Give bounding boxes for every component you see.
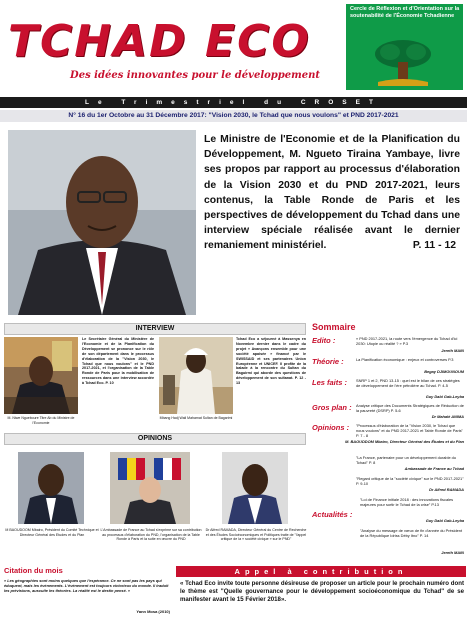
interview-caption-1: M. Ntwe Ngueboure Titre Ab du Ministre de l'Economie [7, 416, 75, 425]
sommaire-text-opinions-3: "Regard critique de la "société civique" sur le PND 2017-2021" P. 9-10 [356, 476, 464, 486]
sommaire-by-edito: Jereth MAIN [441, 348, 464, 353]
sommaire-text-grosplan: Analyse critique des Documents Stratégiques de Réduction de la pauvreté (DSRP) P. 5-6 [356, 403, 464, 413]
sommaire-by-opinions-3: Dr Alfred RAMADA [429, 487, 464, 492]
citation-text: « Les géographies sont moins quelques que l'espérance. Ce ne sont pas les pays qui éduquent, mais les événements. L'événement est toujours victorieux du monde. Il traduit les prévisions, ausculte les théories. La réalité est le destin pensé. » [4, 578, 169, 594]
sommaire-label-faits: Les faits : [312, 378, 348, 387]
sommaire-label-edito: Edito : [312, 336, 336, 345]
lead-pages: P. 11 - 12 [412, 240, 456, 252]
sommaire-by-actualites-2: Jereth MAIN [441, 550, 464, 555]
opinion-photo-2-flags [110, 452, 190, 524]
sommaire-by-grosplan: Dr Mahalé ANIMA [431, 414, 464, 419]
masthead-slogan: Des idées innovantes pour le développement [70, 70, 320, 81]
opinion-photo-1 [18, 452, 84, 524]
interview-caption-2: Mbang Hadj Wali Mahamat Sultan de Bagarimi [159, 416, 233, 420]
appel-heading: Appel à contribution [176, 566, 466, 577]
lead-text: Le Ministre de l'Economie et de la Planification du Développement, M. Ngueto Tiraina Yambaye, livre ses propos par rapport au processus d'élaboration de la Vision 2030 et du PND 2017-2021, leurs contenus, la Table Ronde de Paris et les perspectives de développement du Tchad dans une interview spéciale réalisée avant le dernier remaniement ministériel. [204, 134, 460, 252]
sommaire-text-theorie: La Planification économique : enjeux et controverses P.3 [356, 357, 454, 362]
sommaire-title: Sommaire [312, 322, 356, 332]
sommaire-by-theorie: Begay DJIMOUNOUM [424, 369, 464, 374]
sommaire-by-opinions-2: Ambassade de France au Tchad [404, 466, 464, 471]
croset-logo-text: Cercle de Réflexion et d'Orientation sur la soutenabilité de l'Économie Tchadienne [350, 6, 460, 19]
opinions-heading: OPINIONS [4, 433, 306, 445]
opinion-caption-3: Dr Alfred RAMADA, Directeur Général du Centre de Recherche et des Études Socioéconomiques et Politiques traite de "l'appel critique de la « société civique » sur le PND" [205, 528, 307, 542]
sommaire-text-faits: SNRP 1 et 2, PND 13-15 : quel est le bilan de ces stratégies de développement de l'ère pétrolière au Tchad. P. 4-5 [356, 378, 460, 388]
opinion-caption-2: L'Ambassade de France au Tchad s'exprime sur sa contribution au processus d'élaboration du PND, l'organisation de la Table Ronde à Paris et la suite en œuvre du PND [100, 528, 202, 542]
opinion-caption-1: M BAOUDOOM Mbairo, Président du Comité Technique et Directeur Général des Etudes et du Plan [5, 528, 99, 537]
opinion-photo-3 [222, 452, 288, 524]
sommaire-label-theorie: Théorie : [312, 357, 344, 366]
sommaire-label-grosplan: Gros plan : [312, 403, 352, 412]
sommaire-by-faits: Guy Dabi Gab-Leyba [425, 394, 464, 399]
secretary-general-photo [4, 337, 78, 414]
sommaire-text-opinions-2: "La France, partenaire pour un développement durable du Tchad" P. 8 [356, 455, 457, 465]
sommaire-label-opinions: Opinions : [312, 423, 350, 432]
sommaire-label-actualites: Actualités : [312, 510, 353, 519]
citation-title: Citation du mois [4, 566, 63, 575]
masthead-title: TCHAD ECO [8, 16, 311, 67]
sommaire-text-actualites-1: "Loi de Finance initiale 2018 : des innovations fiscales majeures pour sortir le Tchad de la crise" P.13 [360, 497, 454, 507]
sommaire-by-actualites-1: Guy Dabi Gab-Leyba [425, 518, 464, 523]
lead-article [204, 132, 460, 322]
sultan-photo [159, 337, 233, 414]
appel-text: « Tchad Eco invite toute personne désireuse de proposer un article pour le prochain numéro dont le thème est "Quelle gouvernance pour le développement socioéconomique du Tchad" de se manifester avant le 15 Février 2018». [180, 580, 464, 603]
issue-line: N° 16 du 1er Octobre au 31 Décembre 2017: "Vision 2030, le Tchad que nous voulons" et PND 2017-2021 [0, 110, 467, 122]
citation-author: Yann Mosa (2010) [136, 609, 170, 614]
interview-heading: INTERVIEW [4, 323, 306, 335]
sommaire-by-opinions-1: M. BAOUDDOM Mbairo, Directeur Général des Études et du Plan [345, 439, 464, 444]
sommaire-text-edito: « PND 2017-2021, la route vers l'émergence du Tchad d'ici 2030: Utopie ou réalité ? » P.3 [356, 336, 458, 346]
sommaire-text-actualites-2: "Analyse du message de vœux de fin d'année du Président de la République Idriss Déby Itno" P. 14 [360, 528, 463, 538]
trimestriel-strip: Le Trimestriel du CROSET [0, 97, 467, 108]
minister-portrait-photo [8, 130, 196, 315]
interview-text-2: Tchad Eco a séjourné à Massenya en Novembre dernier dans le cadre du projet « Avançons ensemble pour une société apaisée » financé par le SWISSAID et ses partenaires Union Européenne et UNICEF. Il profite de la balade à la rencontre du Sultan du Baguirmi qui aborde des questions de développement de son sultanat. P. 12 - 13 [236, 337, 306, 386]
interview-text-1: Le Secrétaire Général du Ministère de l'Economie et de la Planification du Développement se prononce sur le rôle de son département dans le processus d'élaboration de la "Vision 2030, le Tchad que nous voulons" et le PND 2017-2021, et l'organisation de la Table Ronde de Paris pour la mobilisation de ressources dans une interview accordée à Tchad Eco. P. 10 [82, 337, 154, 386]
baobab-logo-icon [370, 38, 436, 86]
sommaire-text-opinions-1: "Processus d'élaboration de la "Vision 2030, le Tchad que nous voulons" et du PND 2017-2021 et Table Ronde de Paris" P. 7 - 8 [356, 423, 463, 438]
